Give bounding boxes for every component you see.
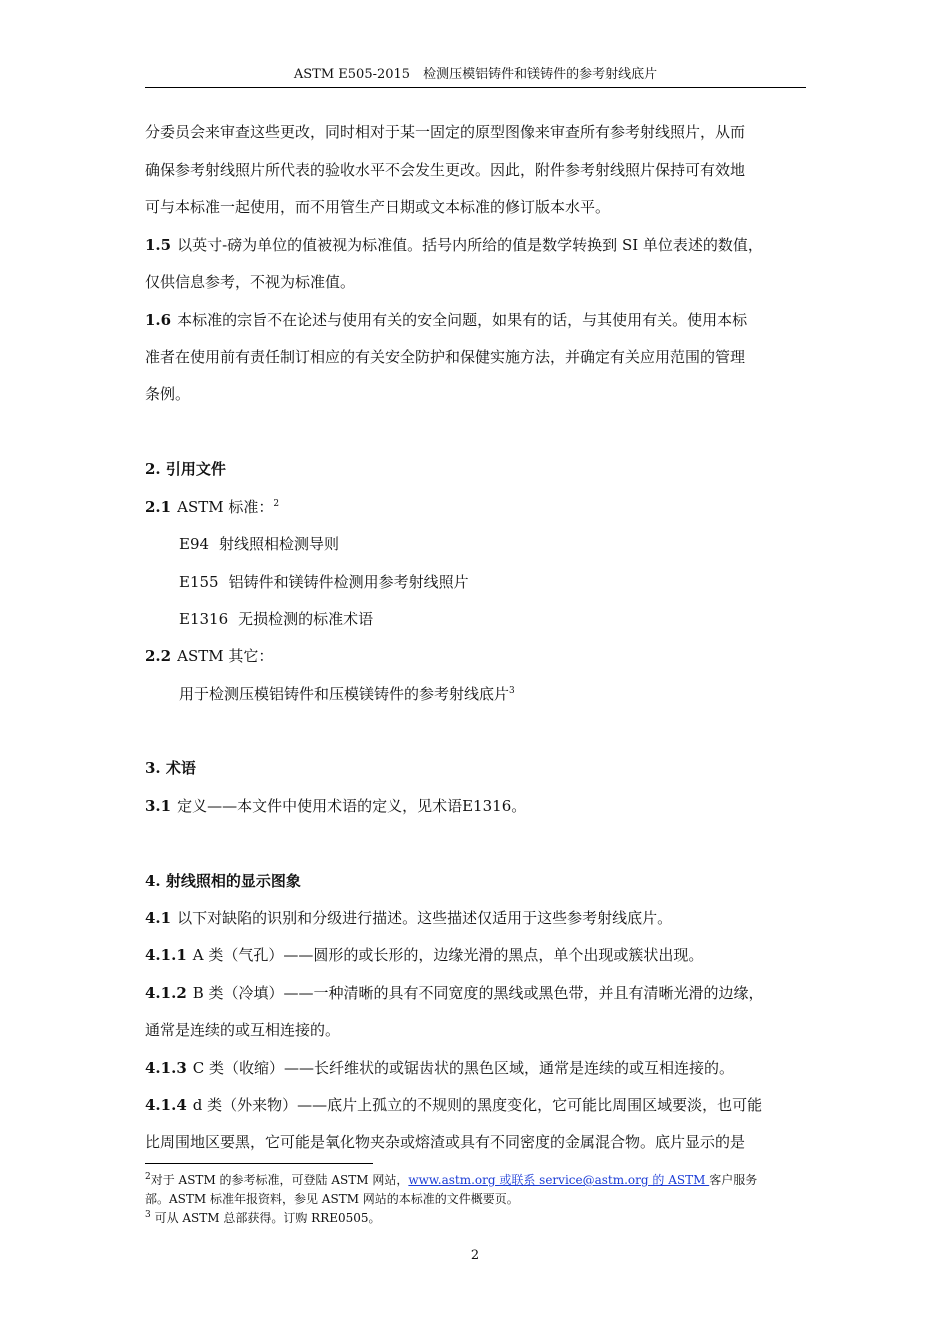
page-number: 2 xyxy=(470,1248,480,1263)
clause-number: 3.1 xyxy=(145,797,172,815)
paragraph-1-6-line-1 xyxy=(145,310,747,330)
clause-number: 2.1 xyxy=(145,498,172,516)
clause-number: 4.1.4 xyxy=(145,1096,187,1114)
paragraph-4-1 xyxy=(145,908,672,928)
clause-number: 1.5 xyxy=(145,236,172,254)
intro-line-3: 可与本标准一起使用，而不用管生产日期或文本标准的修订版本水平。 xyxy=(145,198,611,216)
section-3-heading: 3. 术语 xyxy=(145,759,196,777)
section-4-heading: 4. 射线照相的显示图象 xyxy=(145,872,301,890)
paragraph-text: ASTM 标准： xyxy=(177,498,274,516)
standard-item-e1316 xyxy=(179,609,373,629)
standard-name: 无损检测的标准术语 xyxy=(238,610,374,628)
footnote-2-line-1 xyxy=(145,1172,757,1189)
paragraph-4-1-4-line-2: 比周围地区要黑，它可能是氧化物夹杂或熔渣或具有不同密度的金属混合物。底片显示的是 xyxy=(145,1133,746,1151)
footnote-3 xyxy=(145,1210,381,1227)
header-rule xyxy=(145,87,806,88)
running-header: ASTM E505-2015 检测压模铝铸件和镁铸件的参考射线底片 xyxy=(293,67,658,82)
standard-item-e94 xyxy=(179,534,339,554)
paragraph-text: d 类（外来物）——底片上孤立的不规则的黑度变化，它可能比周围区域要淡，也可能 xyxy=(192,1096,763,1114)
clause-number: 4.1.1 xyxy=(145,946,187,964)
reference-text: 用于检测压模铝铸件和压模镁铸件的参考射线底片 xyxy=(179,685,510,703)
paragraph-1-6-line-3: 条例。 xyxy=(145,385,191,403)
paragraph-1-6-line-2: 准者在使用前有责任制订相应的有关安全防护和保健实施方法，并确定有关应用范围的管理 xyxy=(145,348,746,366)
footnote-text: 客户服务 xyxy=(709,1173,758,1187)
astm-website-link[interactable]: www.astm.org 或联系 service@astm.org 的 ASTM xyxy=(408,1173,710,1187)
paragraph-text: B 类（冷填）——一种清晰的具有不同宽度的黑线或黑色带，并且有清晰光滑的边缘， xyxy=(192,984,764,1002)
standard-code: E155 xyxy=(179,573,219,591)
clause-number: 2.2 xyxy=(145,647,172,665)
paragraph-text: 本标准的宗旨不在论述与使用有关的安全问题，如果有的话，与其使用有关。使用本标 xyxy=(177,311,748,329)
footnote-ref-3: 3 xyxy=(509,686,515,696)
standard-code: E1316 xyxy=(179,610,229,628)
section-2-heading: 2. 引用文件 xyxy=(145,460,226,478)
paragraph-1-5-line-2: 仅供信息参考，不视为标准值。 xyxy=(145,273,356,291)
paragraph-text: 定义——本文件中使用术语的定义，见术语E1316。 xyxy=(177,797,527,815)
footnote-rule xyxy=(145,1163,373,1164)
paragraph-4-1-1 xyxy=(145,945,703,965)
paragraph-4-1-4-line-1 xyxy=(145,1095,762,1115)
standard-name: 射线照相检测导则 xyxy=(219,535,340,553)
paragraph-3-1 xyxy=(145,796,526,816)
paragraph-text: ASTM 其它： xyxy=(177,647,274,665)
intro-line-1: 分委员会来审查这些更改，同时相对于某一固定的原型图像来审查所有参考射线照片，从而 xyxy=(145,123,746,141)
intro-line-2: 确保参考射线照片所代表的验收水平不会发生更改。因此，附件参考射线照片保持可有效地 xyxy=(145,161,746,179)
paragraph-2-2 xyxy=(145,646,273,666)
paragraph-text: 以下对缺陷的识别和分级进行描述。这些描述仅适用于这些参考射线底片。 xyxy=(177,909,673,927)
standard-item-e155 xyxy=(179,572,469,592)
footnote-mark: 3 xyxy=(145,1210,151,1220)
footnote-mark: 2 xyxy=(145,1172,151,1182)
footnote-text: 可从 ASTM 总部获得。订购 RRE0505。 xyxy=(154,1211,381,1225)
clause-number: 4.1 xyxy=(145,909,172,927)
footnote-2-line-2: 部。ASTM 标准年报资料，参见 ASTM 网站的本标准的文件概要页。 xyxy=(145,1192,519,1206)
paragraph-4-1-3 xyxy=(145,1058,734,1078)
clause-number: 1.6 xyxy=(145,311,172,329)
paragraph-2-1 xyxy=(145,497,279,517)
paragraph-text: 以英寸-磅为单位的值被视为标准值。括号内所给的值是数学转换到 SI 单位表述的数值， xyxy=(177,236,763,254)
paragraph-4-1-2-line-2: 通常是连续的或互相连接的。 xyxy=(145,1021,341,1039)
paragraph-text: A 类（气孔）——圆形的或长形的，边缘光滑的黑点，单个出现或簇状出现。 xyxy=(192,946,704,964)
paragraph-1-5-line-1 xyxy=(145,235,763,255)
clause-number: 4.1.3 xyxy=(145,1059,187,1077)
paragraph-4-1-2-line-1 xyxy=(145,983,764,1003)
footnote-ref-2: 2 xyxy=(273,499,280,509)
other-reference xyxy=(179,684,515,704)
paragraph-text: C 类（收缩）——长纤维状的或锯齿状的黑色区域，通常是连续的或互相连接的。 xyxy=(192,1059,735,1077)
clause-number: 4.1.2 xyxy=(145,984,187,1002)
standard-name: 铝铸件和镁铸件检测用参考射线照片 xyxy=(228,573,469,591)
standard-code: E94 xyxy=(179,535,210,553)
footnote-text: 对于 ASTM 的参考标准，可登陆 ASTM 网站， xyxy=(150,1173,409,1187)
